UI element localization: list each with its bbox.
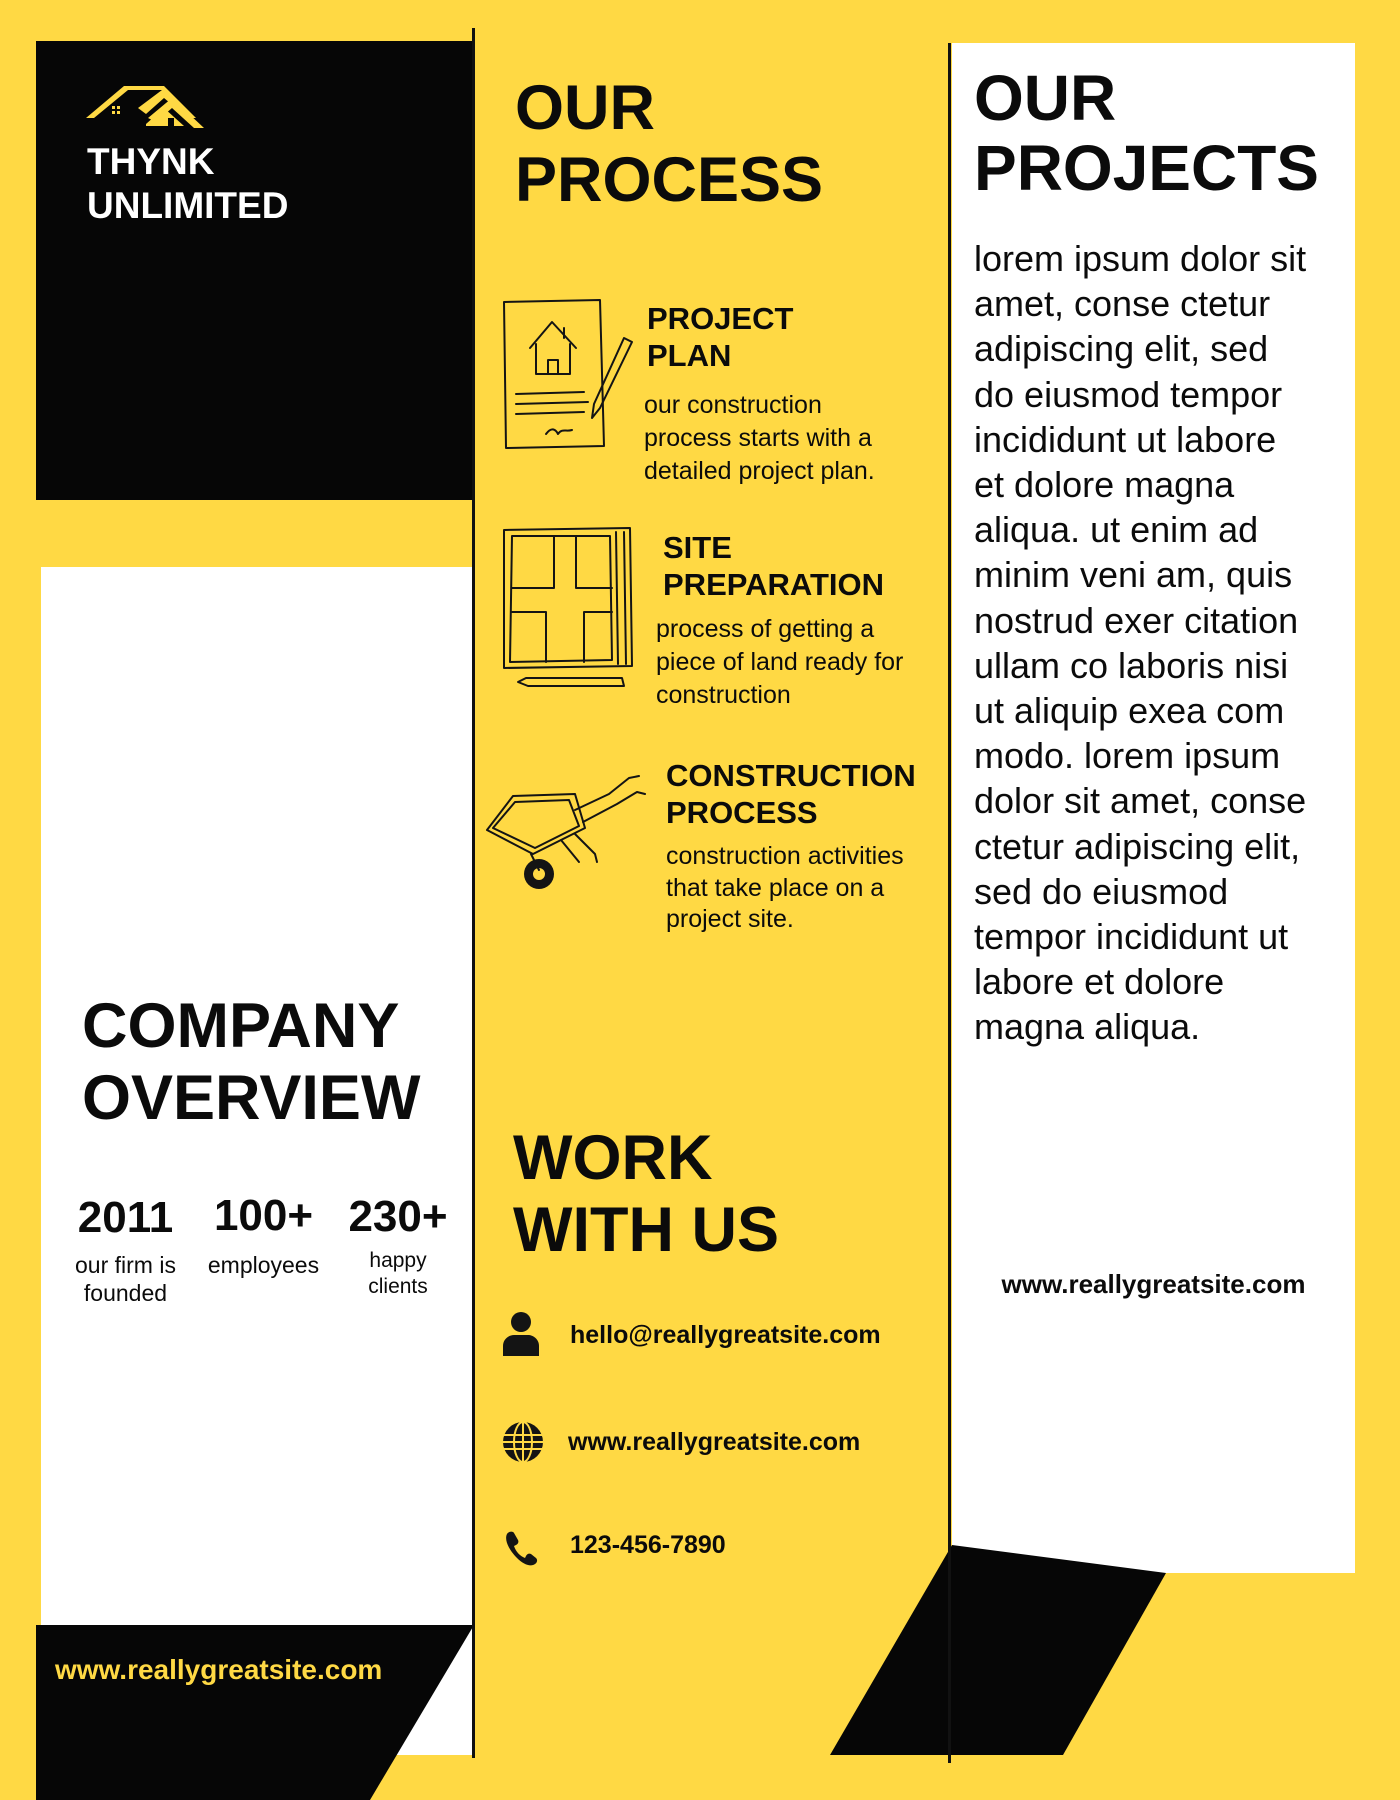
overview-title-line2: OVERVIEW	[82, 1063, 421, 1133]
person-icon	[502, 1312, 540, 1356]
column-divider-right	[948, 43, 951, 1763]
brand-name-line2: UNLIMITED	[87, 185, 289, 226]
contact-phone[interactable]: 123-456-7890	[570, 1531, 726, 1559]
stat-label: clients	[368, 1275, 428, 1298]
brand-name-line1: THYNK	[87, 141, 215, 182]
globe-icon	[501, 1420, 545, 1464]
contact-email[interactable]: hello@reallygreatsite.com	[570, 1321, 881, 1349]
brand-name	[87, 140, 288, 228]
stat-employees	[196, 1191, 331, 1279]
projects-title-line1: OUR	[974, 62, 1117, 134]
overview-title	[82, 990, 420, 1134]
house-roof-icon	[84, 84, 210, 134]
stat-value: 2011	[77, 1193, 174, 1242]
lower-right-black-shape	[830, 1545, 1166, 1755]
phone-icon	[504, 1530, 538, 1566]
step-site-preparation	[663, 529, 884, 603]
work-title-line1: WORK	[513, 1123, 713, 1193]
projects-title	[974, 63, 1319, 203]
step-title: SITE PREPARATION	[663, 530, 885, 602]
stat-label: employees	[207, 1252, 320, 1278]
step-construction-process-desc	[666, 841, 904, 936]
step-construction-process	[666, 757, 916, 831]
work-title	[513, 1122, 779, 1266]
stat-label: happy	[369, 1249, 427, 1272]
floor-plan-icon	[500, 526, 635, 691]
stat-label: our firm is	[75, 1252, 176, 1278]
step-desc: our construction process starts with a detailed project plan.	[644, 391, 875, 485]
stat-clients	[338, 1192, 458, 1300]
step-title: PROJECT PLAN	[647, 301, 794, 373]
column-divider-left	[472, 28, 475, 1758]
work-title-line2: WITH US	[513, 1195, 779, 1265]
stat-label: founded	[83, 1280, 168, 1306]
stat-founded	[58, 1193, 193, 1307]
step-project-plan	[647, 300, 793, 374]
step-site-preparation-desc	[656, 613, 903, 712]
process-title-line2: PROCESS	[515, 145, 824, 215]
step-project-plan-desc	[644, 389, 875, 488]
stat-value: 230+	[348, 1192, 448, 1241]
contact-website[interactable]: www.reallygreatsite.com	[568, 1428, 861, 1456]
projects-website-link[interactable]: www.reallygreatsite.com	[1001, 1269, 1306, 1299]
footer-black-shape	[36, 1625, 474, 1800]
footer-website-link[interactable]: www.reallygreatsite.com	[55, 1654, 383, 1685]
step-desc: process of getting a piece of land ready for construction	[656, 615, 904, 709]
stat-value: 100+	[213, 1191, 314, 1240]
blueprint-document-icon	[500, 298, 635, 453]
step-title: CONSTRUCTION PROCESS	[666, 758, 916, 830]
projects-body-text: lorem ipsum dolor sit amet, conse ctetur adipiscing elit, sed do eiusmod tempor incididunt ut labore et dolore magna aliqua. ut enim ad minim veni am, quis nostrud exer citation ullam co laboris nisi ut aliquip exea com modo. lorem ipsum dolor sit amet, conse ctetur adipiscing elit, sed do eiusmod tempor incididunt ut labore et dolore magna aliqua.	[974, 238, 1307, 1048]
wheelbarrow-icon	[483, 770, 653, 895]
overview-title-line1: COMPANY	[82, 991, 400, 1061]
step-desc: construction activities that take place on a project site.	[666, 842, 904, 933]
process-title-line1: OUR	[515, 73, 655, 143]
process-title	[515, 72, 823, 216]
projects-title-line2: PROJECTS	[974, 132, 1319, 204]
